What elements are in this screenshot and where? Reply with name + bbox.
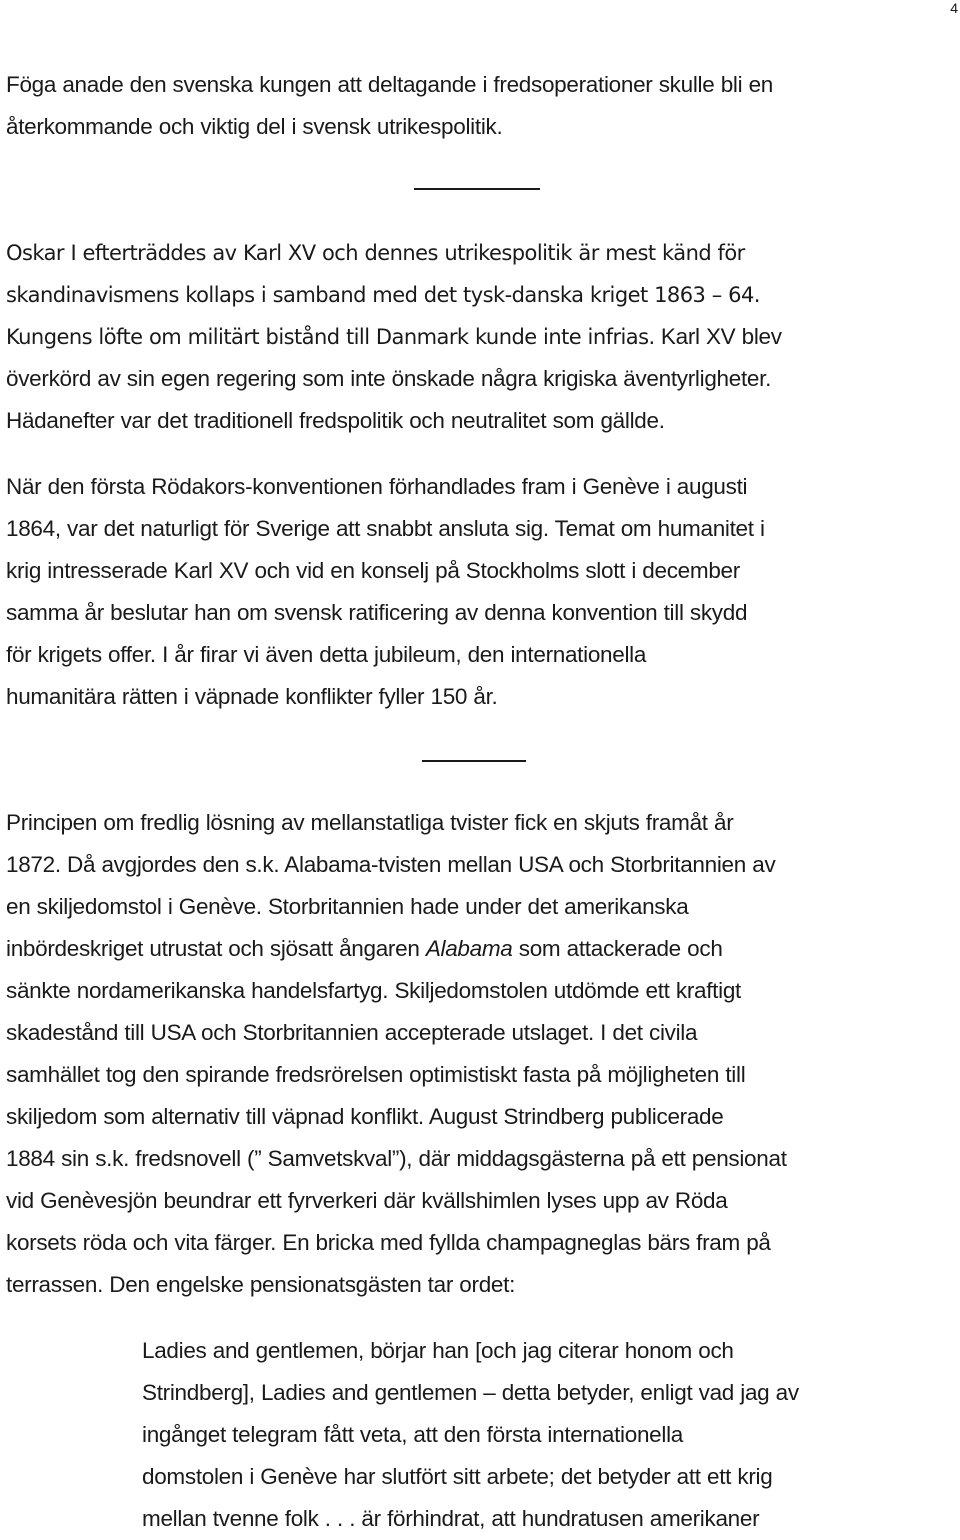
intro-paragraph — [6, 64, 954, 148]
text-line: Oskar I efterträddes av Karl XV och dennes utrikespolitik är mest känd för — [6, 241, 745, 265]
text-span: som attackerade och — [512, 936, 723, 961]
divider-line — [414, 188, 540, 190]
quote-line: domstolen i Genève har slutfört sitt arbete; det betyder att ett krig — [142, 1464, 773, 1489]
mixed-line — [6, 928, 954, 970]
karl-xv-paragraph — [6, 232, 954, 442]
text-line: krig intresserade Karl XV och vid en konselj på Stockholms slott i december — [6, 558, 740, 583]
page-number: 4 — [950, 0, 958, 16]
text-line: korsets röda och vita färger. En bricka med fyllda champagneglas bärs fram på — [6, 1230, 771, 1255]
text-line: skadestånd till USA och Storbritannien accepterade utslaget. I det civila — [6, 1020, 698, 1045]
section-divider — [6, 148, 954, 232]
text-line: När den första Rödakors-konventionen förhandlades fram i Genève i augusti — [6, 474, 748, 499]
paragraph-gap — [6, 1306, 954, 1330]
divider-line — [422, 760, 526, 762]
text-line: skandinavismens kollaps i samband med det tysk-danska kriget 1863 – 64. — [6, 283, 760, 307]
alabama-paragraph — [6, 802, 954, 1306]
text-span: Karl XV blev — [654, 324, 782, 349]
text-line: skiljedom som alternativ till väpnad konflikt. August Strindberg publicerade — [6, 1104, 724, 1129]
section-divider — [6, 718, 954, 802]
quote-line: mellan tvenne folk . . . är förhindrat, att hundratusen amerikaner — [142, 1506, 760, 1531]
block-quote — [142, 1330, 954, 1540]
text-line: 1864, var det naturligt för Sverige att snabbt ansluta sig. Temat om humanitet i — [6, 516, 765, 541]
quote-line: Strindberg], Ladies and gentlemen – detta betyder, enligt vad jag av — [142, 1380, 799, 1405]
text-line: en skiljedomstol i Genève. Storbritannien hade under det amerikanska — [6, 894, 689, 919]
text-line: sänkte nordamerikanska handelsfartyg. Skiljedomstolen utdömde ett kraftigt — [6, 978, 741, 1003]
document-body — [6, 64, 954, 1540]
quote-line: ingånget telegram fått veta, att den första internationella — [142, 1422, 684, 1447]
text-line: 1872. Då avgjordes den s.k. Alabama-tvisten mellan USA och Storbritannien av — [6, 852, 776, 877]
quote-line: Ladies and gentlemen, börjar han [och jag citerar honom och — [142, 1338, 734, 1363]
text-line: återkommande och viktig del i svensk utrikespolitik. — [6, 114, 503, 139]
text-line: Föga anade den svenska kungen att deltagande i fredsoperationer skulle bli en — [6, 72, 773, 97]
text-line: vid Genèvesjön beundrar ett fyrverkeri där kvällshimlen lyses upp av Röda — [6, 1188, 728, 1213]
text-line: samma år beslutar han om svensk ratificering av denna konvention till skydd — [6, 600, 748, 625]
text-line: Principen om fredlig lösning av mellanstatliga tvister fick en skjuts framåt år — [6, 810, 734, 835]
text-line: överkörd av sin egen regering som inte önskade några krigiska äventyrligheter. — [6, 366, 772, 391]
text-line: Hädanefter var det traditionell fredspolitik och neutralitet som gällde. — [6, 408, 665, 433]
ship-name: Alabama — [425, 936, 513, 961]
genevekonvention-paragraph — [6, 466, 954, 718]
text-line: samhället tog den spirande fredsrörelsen optimistiskt fasta på möjligheten till — [6, 1062, 746, 1087]
text-span: Kungens löfte om militärt bistånd till Danmark kunde inte infrias. — [6, 325, 655, 349]
text-span: inbördeskriget utrustat och sjösatt ångaren — [6, 936, 426, 961]
paragraph-gap — [6, 442, 954, 466]
text-line: 1884 sin s.k. fredsnovell (” Samvetskval”), där middagsgästerna på ett pensionat — [6, 1146, 787, 1171]
mixed-line — [6, 316, 954, 358]
text-line: humanitära rätten i väpnade konflikter fyller 150 år. — [6, 684, 498, 709]
text-line: terrassen. Den engelske pensionatsgästen tar ordet: — [6, 1272, 516, 1297]
text-line: för krigets offer. I år firar vi även detta jubileum, den internationella — [6, 642, 647, 667]
